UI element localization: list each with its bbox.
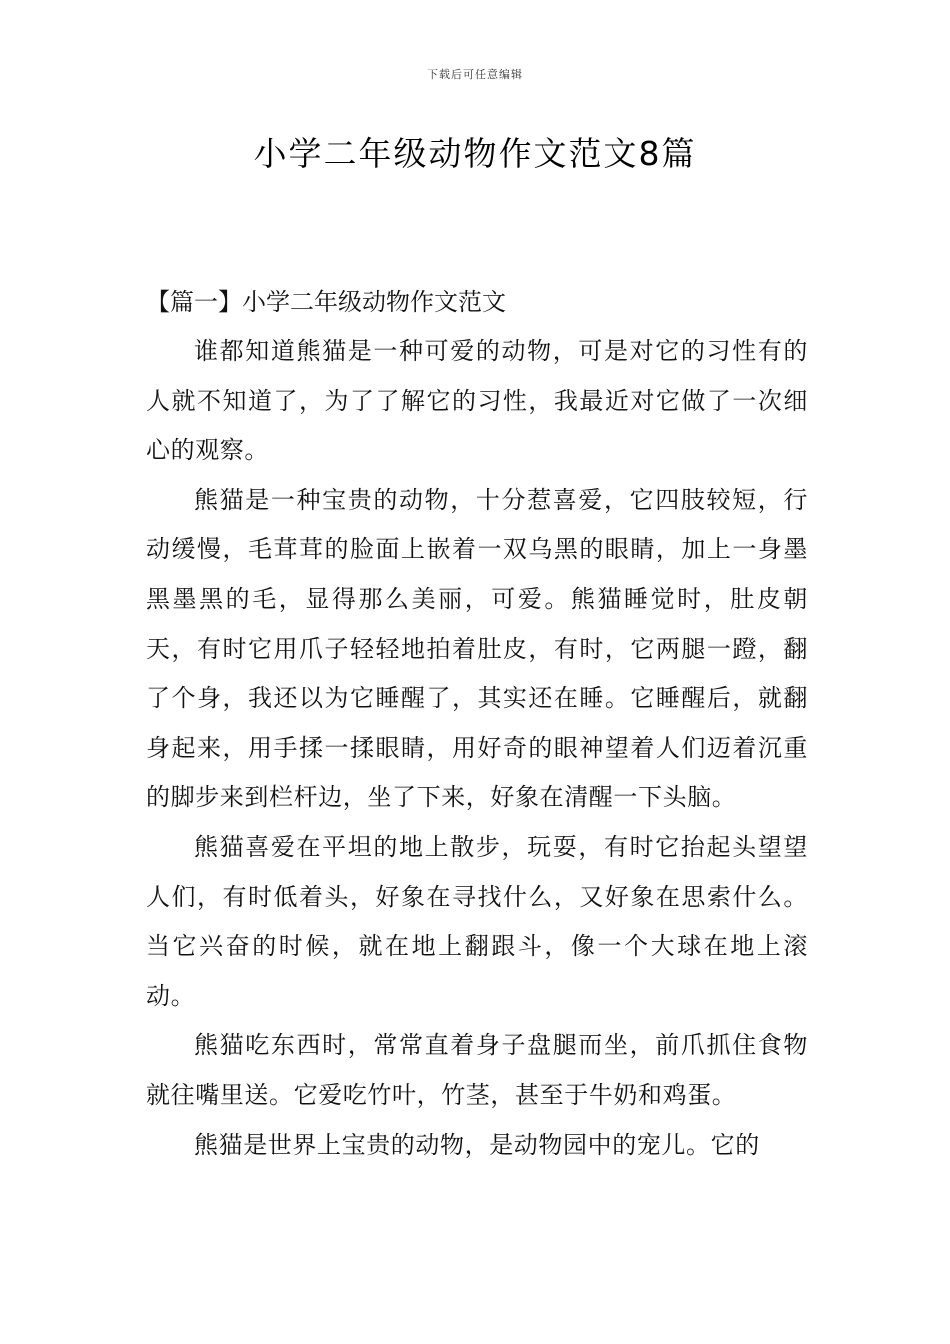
paragraph-5: 熊猫是世界上宝贵的动物，是动物园中的宠儿。它的 <box>194 1130 760 1159</box>
paragraph-1: 谁都知道熊猫是一种可爱的动物，可是对它的习性有的人就不知道了，为了了解它的习性，我最近对它做了一次细心的观察。 <box>146 337 808 465</box>
section-heading: 【篇一】小学二年级动物作文范文 <box>146 288 506 316</box>
document-body <box>146 278 808 1170</box>
paragraph-2: 熊猫是一种宝贵的动物，十分惹喜爱，它四肢较短，行动缓慢，毛茸茸的脸面上嵌着一双乌黑的眼睛，加上一身墨黑墨黑的毛，显得那么美丽，可爱。熊猫睡觉时，肚皮朝天，有时它用爪子轻轻地拍着肚皮，有时，它两腿一蹬，翻了个身，我还以为它睡醒了，其实还在睡。它睡醒后，就翻身起来，用手揉一揉眼睛，用好奇的眼神望着人们迈着沉重的脚步来到栏杆边，坐了下来，好象在清醒一下头脑。 <box>146 485 808 812</box>
paragraph-3: 熊猫喜爱在平坦的地上散步，玩耍，有时它抬起头望望人们，有时低着头，好象在寻找什么，又好象在思索什么。当它兴奋的时候，就在地上翻跟斗，像一个大球在地上滚动。 <box>146 832 808 1010</box>
paragraph-4: 熊猫吃东西时，常常直着身子盘腿而坐，前爪抓住食物就往嘴里送。它爱吃竹叶，竹茎，甚至于牛奶和鸡蛋。 <box>146 1031 808 1109</box>
document-title: 小学二年级动物作文范文8篇 <box>253 134 697 173</box>
header-note: 下载后可任意编辑 <box>427 68 523 81</box>
